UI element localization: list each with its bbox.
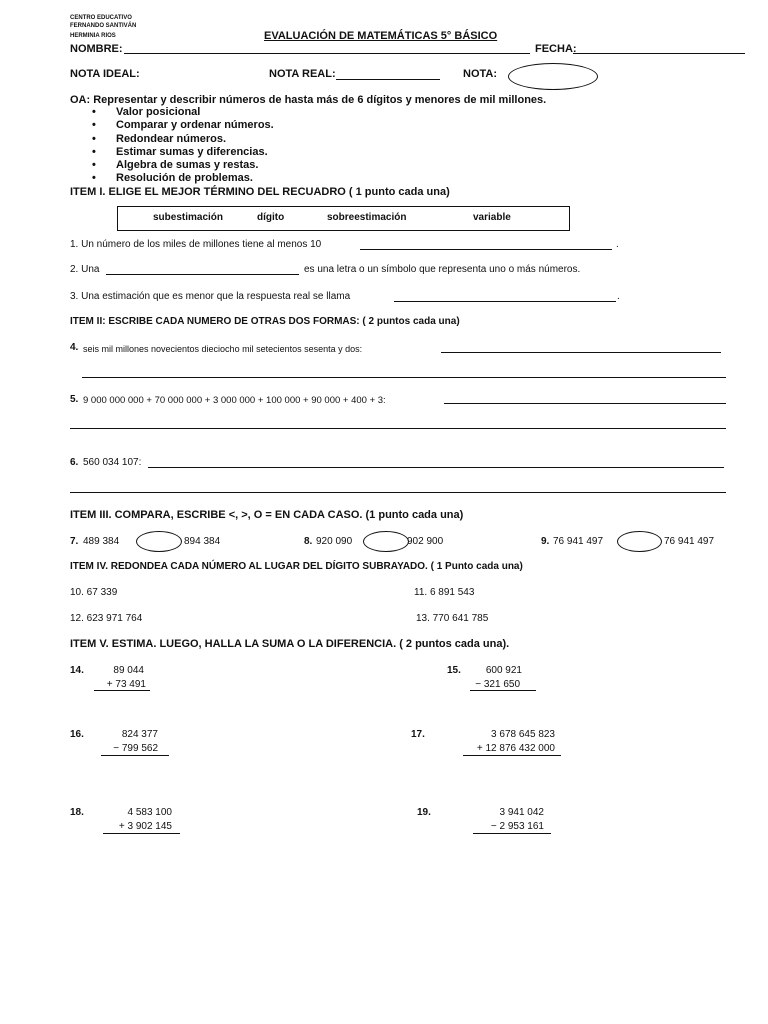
item1-title: ITEM I. ELIGE EL MEJOR TÉRMINO DEL RECUADRO ( 1 punto cada una) [70,186,450,198]
question-4: seis mil millones novecientos dieciocho mil setecientos sesenta y dos: [83,344,363,354]
question-19-top: 3 941 042 [499,807,544,818]
question-14-number: 14. [70,665,84,676]
term-sobreestimacion: sobreestimación [327,212,407,223]
sum-line-17 [463,755,561,756]
page-title: EVALUACIÓN DE MATEMÁTICAS 5° BÁSICO [264,30,498,42]
objective-bullet: • Redondear números. [92,133,274,146]
objective-bullet: • Resolución de problemas. [92,172,274,185]
answer-line-3[interactable] [394,301,616,302]
sum-line-16 [101,755,169,756]
question-13: 13. 770 641 785 [416,613,489,624]
answer-line-4a[interactable] [441,352,721,353]
question-9-right: 76 941 497 [664,536,715,547]
question-11: 11. 6 891 543 [414,587,475,598]
question-5-number: 5. [70,394,79,405]
nota-ideal-label: NOTA IDEAL: [70,68,140,80]
question-6: 560 034 107: [83,457,142,468]
objective-text: OA: Representar y describir números de hasta más de 6 dígitos y menores de mil millones. [70,94,547,106]
question-17-bottom: + 12 876 432 000 [476,743,555,754]
question-2-start: 2. Una [70,264,100,275]
question-9-left: 76 941 497 [553,536,604,547]
question-9-number: 9. [541,536,550,547]
question-15-number: 15. [447,665,461,676]
nota-real-label: NOTA REAL: [269,68,336,80]
question-16-top: 824 377 [121,729,158,740]
question-18-top: 4 583 100 [127,807,172,818]
question-18-bottom: + 3 902 145 [118,821,172,832]
compare-oval-8[interactable] [363,531,409,552]
term-variable: variable [473,212,511,223]
question-4-number: 4. [70,342,79,353]
objective-bullet: • Estimar sumas y diferencias. [92,146,274,159]
answer-line-5b[interactable] [70,428,726,429]
compare-oval-7[interactable] [136,531,182,552]
objective-bullet: • Algebra de sumas y restas. [92,159,274,172]
question-16-number: 16. [70,729,84,740]
school-name-line2: FERNANDO SANTIVÁN [70,23,137,29]
objective-bullet-list [92,106,274,186]
answer-line-1[interactable] [360,249,612,250]
answer-line-6a[interactable] [148,467,724,468]
item2-title: ITEM II: ESCRIBE CADA NUMERO DE OTRAS DOS FORMAS: ( 2 puntos cada una) [70,316,460,327]
answer-line-6b[interactable] [70,492,726,493]
question-10: 10. 67 339 [70,587,118,598]
sum-line-18 [103,833,180,834]
answer-line-2[interactable] [106,274,299,275]
sum-line-15 [470,690,536,691]
nota-label: NOTA: [463,68,498,80]
question-14-bottom: + 73 491 [106,679,146,690]
question-16-bottom: − 799 562 [113,743,158,754]
question-14-top: 89 044 [113,665,144,676]
nombre-label: NOMBRE: [70,43,123,55]
compare-oval-9[interactable] [617,531,662,552]
question-1: 1. Un número de los miles de millones tiene al menos 10 [70,239,322,250]
objective-bullet: • Valor posicional [92,106,274,119]
question-7-number: 7. [70,536,79,547]
term-digito: dígito [257,212,285,223]
nombre-field[interactable] [124,53,530,54]
question-12: 12. 623 971 764 [70,613,143,624]
question-17-number: 17. [411,729,425,740]
question-7-right: 894 384 [184,536,221,547]
item3-title: ITEM III. COMPARA, ESCRIBE <, >, O = EN CADA CASO. (1 punto cada una) [70,509,464,521]
answer-line-4b[interactable] [82,377,726,378]
question-17-top: 3 678 645 823 [491,729,555,740]
question-18-number: 18. [70,807,84,818]
question-19-number: 19. [417,807,431,818]
answer-line-5a[interactable] [444,403,726,404]
fecha-field[interactable] [573,53,745,54]
school-name-line3: HERMINIA RIOS [70,33,116,39]
question-3: 3. Una estimación que es menor que la respuesta real se llama [70,291,351,302]
question-6-number: 6. [70,457,79,468]
question-1-end: . [616,239,619,250]
question-8-right: 902 900 [407,536,444,547]
nota-oval-field[interactable] [508,63,598,90]
question-2-end: es una letra o un símbolo que representa uno o más números. [304,264,581,275]
sum-line-14 [94,690,150,691]
item5-title: ITEM V. ESTIMA. LUEGO, HALLA LA SUMA O LA DIFERENCIA. ( 2 puntos cada una). [70,638,510,650]
question-15-top: 600 921 [485,665,522,676]
question-8-number: 8. [304,536,313,547]
item4-title: ITEM IV. REDONDEA CADA NÚMERO AL LUGAR DEL DÍGITO SUBRAYADO. ( 1 Punto cada una) [70,561,523,572]
fecha-label: FECHA: [535,43,577,55]
objective-bullet: • Comparar y ordenar números. [92,119,274,132]
school-name-line1: CENTRO EDUCATIVO [70,15,132,21]
question-3-end: . [617,291,620,302]
question-8-left: 920 090 [316,536,353,547]
sum-line-19 [473,833,551,834]
question-5: 9 000 000 000 + 70 000 000 + 3 000 000 + 100 000 + 90 000 + 400 + 3: [83,395,386,406]
question-19-bottom: − 2 953 161 [490,821,544,832]
term-subestimacion: subestimación [153,212,224,223]
question-15-bottom: − 321 650 [475,679,520,690]
question-7-left: 489 384 [83,536,120,547]
nota-real-field[interactable] [336,79,440,80]
